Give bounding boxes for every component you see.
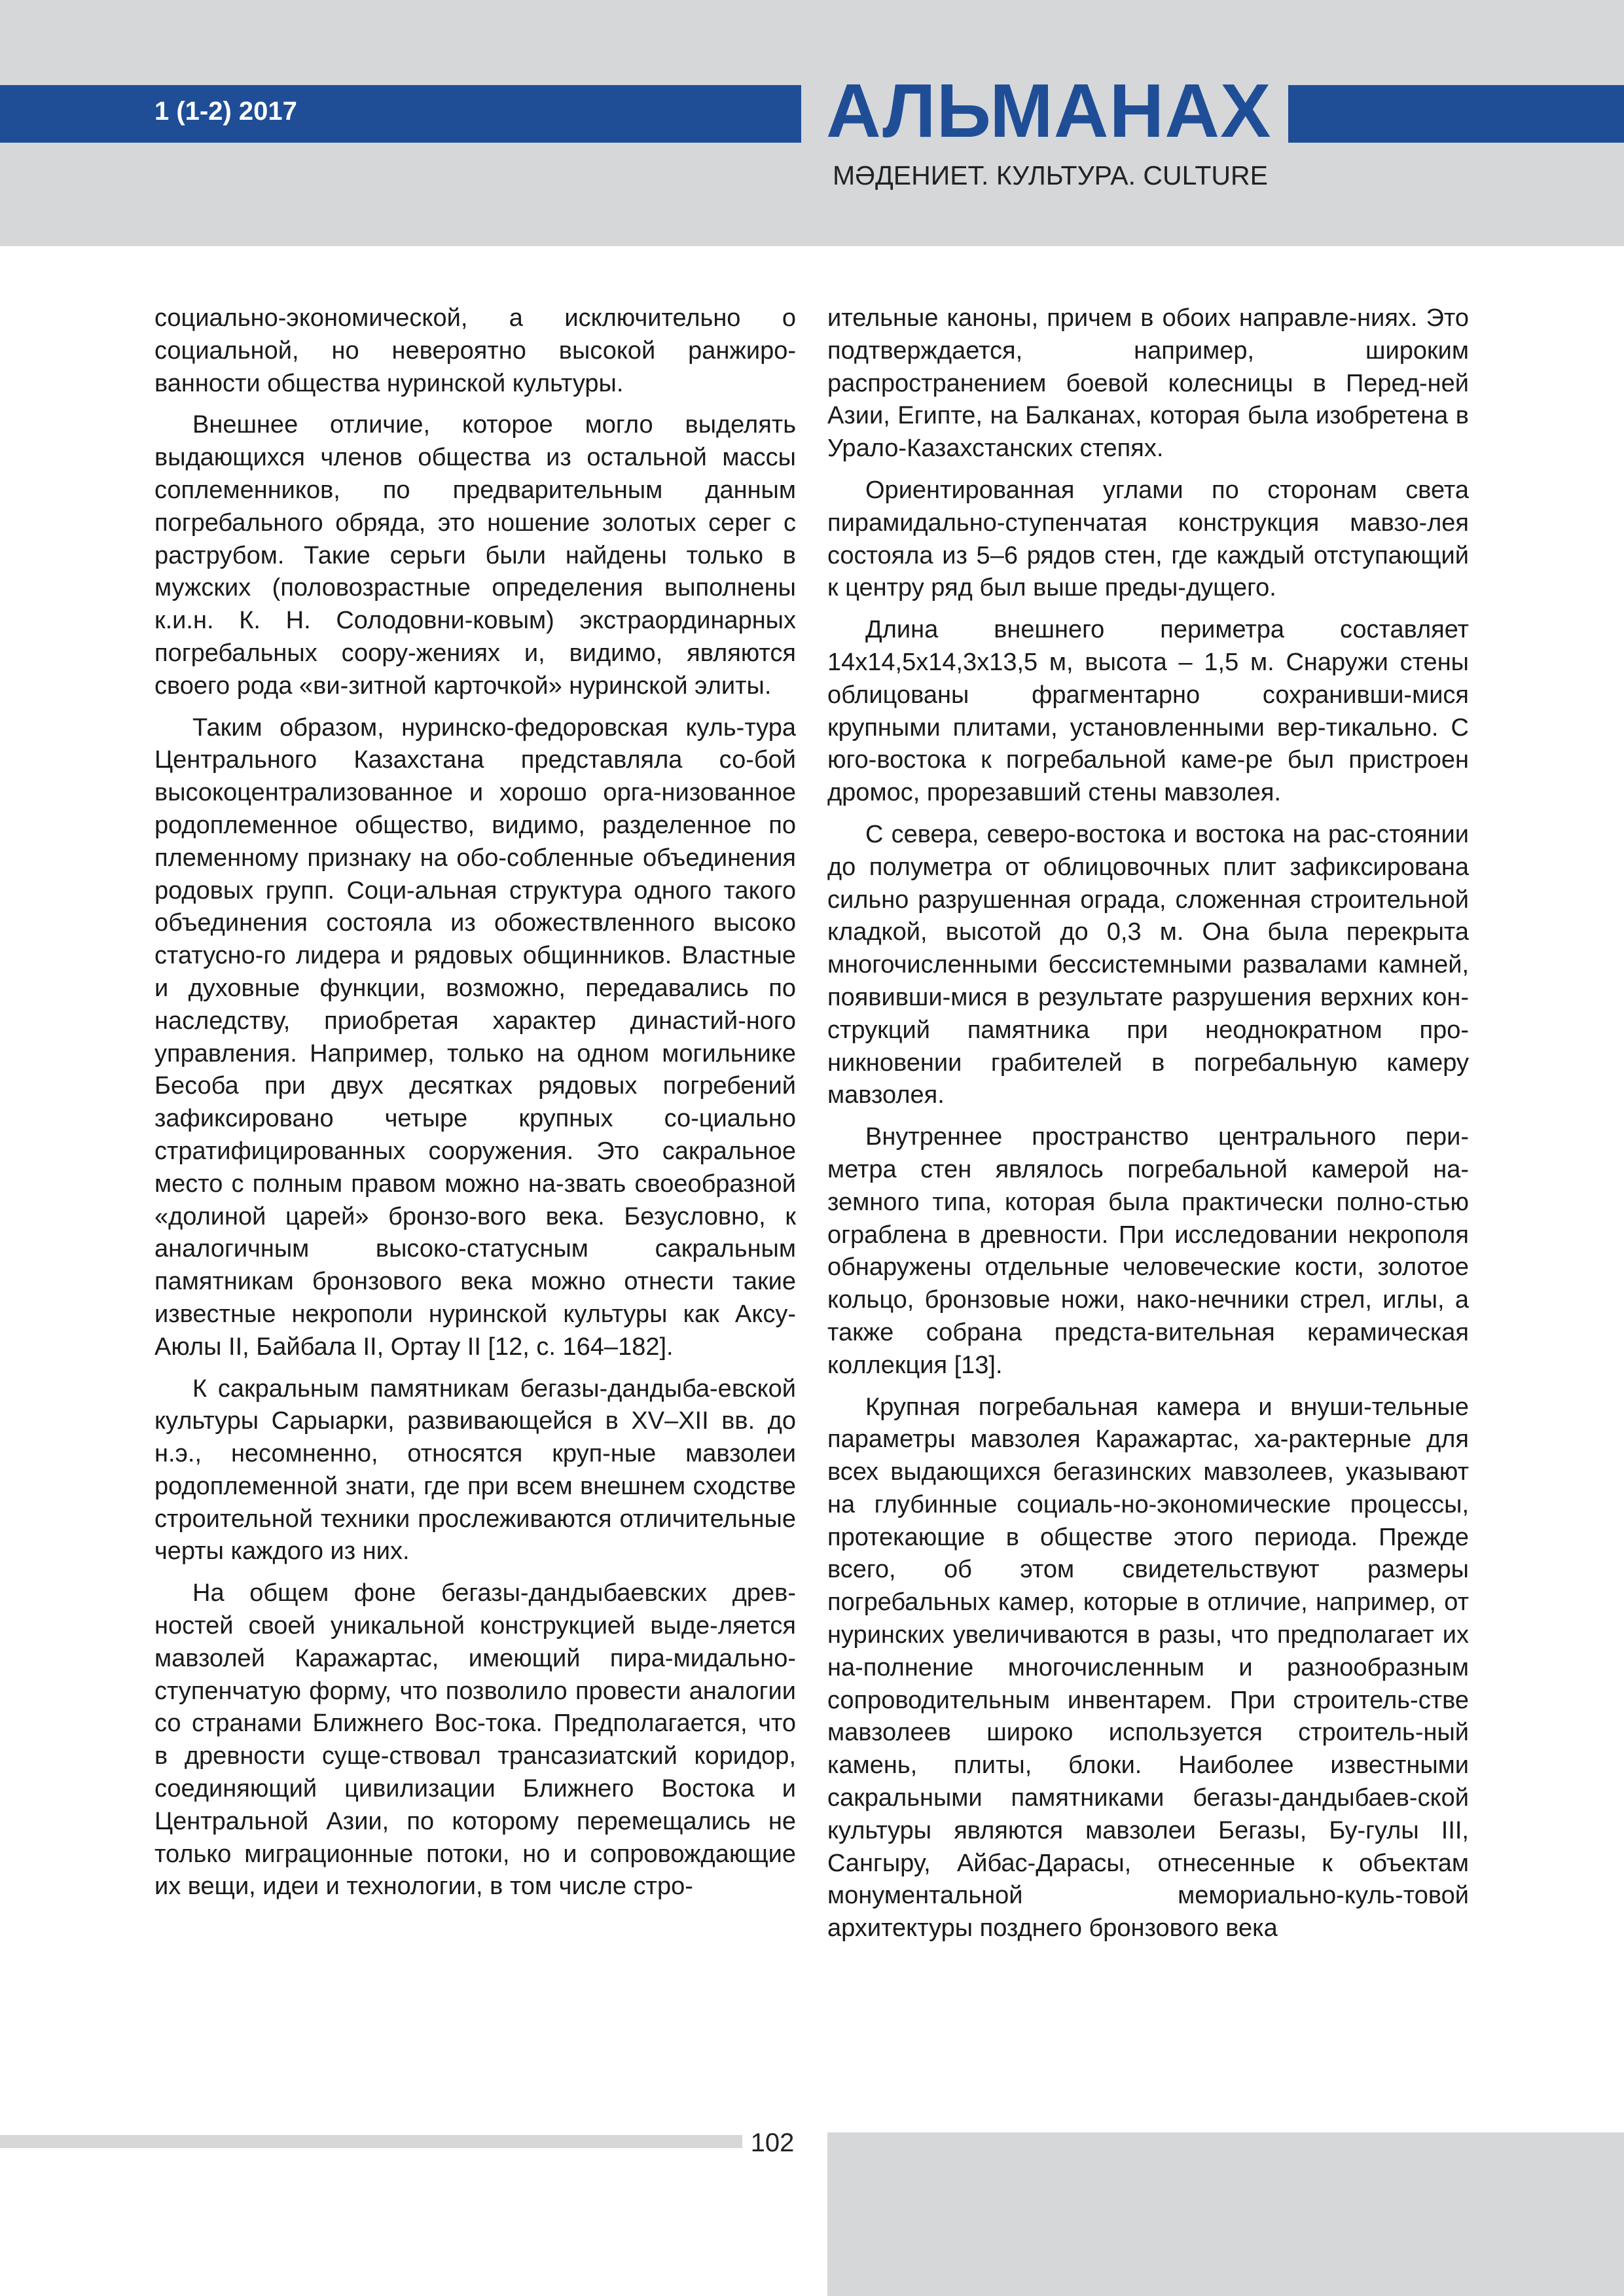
paragraph: социально-экономической, а исключительно о социальной, но невероятно высокой ранжиро-ванности общества нуринской культуры. xyxy=(154,304,796,397)
journal-title: АЛЬМАНАХ xyxy=(826,68,1272,153)
paragraph: Внешнее отличие, которое могло выделять выдающихся членов общества из остальной массы соплеменников, по предварительным данным погребального обряда, это ношение золотых серег с раструбом. Такие серьги были найдены только в мужских (половозрастные определения выполнены к.и.н. К. Н. Солодовни-ковым) экстраординарных погребальных соору-жениях и, видимо, являются своего рода «ви-зитной карточкой» нуринской элиты. xyxy=(154,411,796,700)
footer-block xyxy=(827,2132,1624,2296)
page-number: 102 xyxy=(750,2128,795,2157)
header-band-left xyxy=(0,85,801,143)
paragraph: Крупная погребальная камера и внуши-тельные параметры мавзолея Каражартас, ха-рактерные для всех выдающихся бегазинских мавзолеев, указывают на глубинные социаль-но-экономические процессы, протекающие в обществе этого периода. Прежде всего, об этом свидетельствуют размеры погребальных камер, которые в отличие, например, от нуринских увеличиваются в разы, что предполагает их на-полнение многочисленным и разнообразным сопроводительным инвентарем. При строитель-стве мавзолеев широко используется строитель-ный камень, плиты, блоки. Наиболее известными сакральными памятниками бегазы-дандыбаев-ской культуры являются мавзолеи Бегазы, Бу-гулы III, Сангыру, Айбас-Дарасы, отнесенные к объектам монументальной мемориально-куль-товой архитектуры позднего бронзового века xyxy=(827,1393,1469,1943)
header-band-right xyxy=(1288,85,1624,143)
paragraph: На общем фоне бегазы-дандыбаевских древ-ностей своей уникальной конструкцией выде-ляется мавзолей Каражартас, имеющий пира-мидально-ступенчатую форму, что позволило провести аналогии со странами Ближнего Вос-тока. Предполагается, что в древности суще-ствовал трансазиатский коридор, соединяющий цивилизации Ближнего Востока и Центральной Азии, по которому перемещались не только миграционные потоки, но и сопровождающие их вещи, идеи и технологии, в том числе стро- xyxy=(154,1579,796,1901)
paragraph: Внутреннее пространство центрального пери-метра стен являлось погребальной камерой на-земного типа, которая была практически полно-стью ограблена в древности. При исследовании некрополя обнаружены отдельные человеческие кости, золотое кольцо, бронзовые ножи, нако-нечники стрел, иглы, а также собрана предста-вительная керамическая коллекция [13]. xyxy=(827,1123,1469,1379)
paragraph: К сакральным памятникам бегазы-дандыба-евской культуры Сарыарки, развивающейся в XV–XII вв. до н.э., несомненно, относятся круп-ные мавзолеи родоплеменной знати, где при всем внешнем сходстве строительной техники прослеживаются отличительные черты каждого из них. xyxy=(154,1374,796,1566)
paragraph: ительные каноны, причем в обоих направле-ниях. Это подтверждается, например, широким распространением боевой колесницы в Перед-ней Азии, Египте, на Балканах, которая была изобретена в Урало-Казахстанских степях. xyxy=(827,304,1469,463)
journal-subtitle: МӘДЕНИЕТ. КУЛЬТУРА. CULTURE xyxy=(833,160,1268,190)
paragraph: С севера, северо-востока и востока на рас-стоянии до полуметра от облицовочных плит зафиксирована сильно разрушенная ограда, сложенная строительной кладкой, высотой до 0,3 м. Она была перекрыта многочисленными бессистемными развалами камней, появивши-мися в результате разрушения верхних кон-струкций памятника при неоднократном про-никновении грабителей в погребальную камеру мавзолея. xyxy=(827,820,1469,1109)
paragraph: Ориентированная углами по сторонам света пирамидально-ступенчатая конструкция мавзо-лея состояла из 5–6 рядов стен, где каждый отступающий к центру ряд был выше преды-дущего. xyxy=(827,476,1469,602)
left-text-column xyxy=(154,302,796,2083)
footer-bar xyxy=(0,2135,742,2148)
right-text-column xyxy=(827,302,1469,2083)
paragraph: Таким образом, нуринско-федоровская куль-тура Центрального Казахстана представляла со-бой высокоцентрализованное и хорошо орга-низованное родоплеменное общество, видимо, разделенное по племенному признаку на обо-собленные объединения родовых групп. Соци-альная структура одного такого объединения состояла из обожествленного высоко статусно-го лидера и рядовых общинников. Властные и духовные функции, возможно, передавались по наследству, приобретая характер династий-ного управления. Например, только на одном могильнике Бесоба при двух десятках рядовых погребений зафиксировано четыре крупных со-циально стратифицированных сооружения. Это сакральное место с полным правом можно на-звать своеобразной «долиной царей» бронзо-вого века. Безусловно, к аналогичным высоко-статусным сакральным памятникам бронзового века можно отнести такие известные некрополи нуринской культуры как Аксу-Аюлы II, Байбала II, Ортау II [12, с. 164–182]. xyxy=(154,713,796,1361)
issue-number: 1 (1-2) 2017 xyxy=(154,97,297,126)
paragraph: Длина внешнего периметра составляет 14х14,5х14,3х13,5 м, высота – 1,5 м. Снаружи стены облицованы фрагментарно сохранивши-мися крупными плитами, установленными вер-тикально. С юго-востока к погребальной каме-ре был пристроен дромос, прорезавший стены мавзолея. xyxy=(827,616,1469,807)
